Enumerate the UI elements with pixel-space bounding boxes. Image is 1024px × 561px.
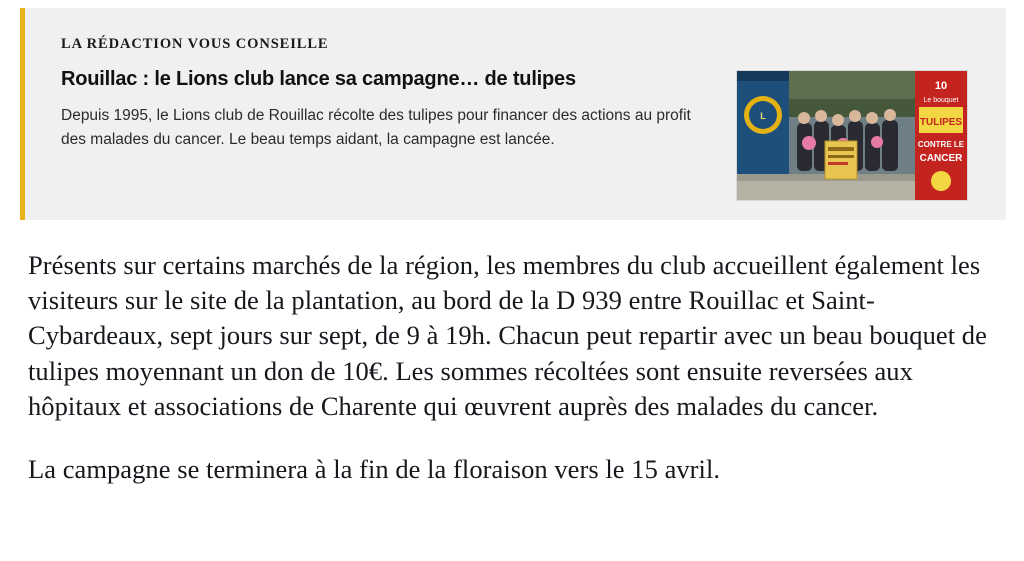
- thumbnail-photo-icon: [737, 71, 967, 200]
- article-paragraph: La campagne se terminera à la fin de la floraison vers le 15 avril.: [28, 454, 721, 485]
- svg-text:CONTRE LE: CONTRE LE: [917, 140, 965, 149]
- recommendation-kicker: LA RÉDACTION VOUS CONSEILLE: [61, 36, 329, 52]
- recommendation-title-link[interactable]: Rouillac : le Lions club lance sa campagne… de tulipes: [61, 68, 576, 90]
- svg-text:L: L: [760, 111, 766, 121]
- recommendation-thumbnail[interactable]: [736, 70, 968, 201]
- article-body: [28, 248, 996, 487]
- recommendation-description: Depuis 1995, le Lions club de Rouillac récolte des tulipes pour financer des actions au profit des malades du cancer. Le beau temps aidant, la campagne est lancée.: [61, 107, 691, 149]
- svg-text:TULIPES: TULIPES: [919, 117, 963, 128]
- svg-text:Le bouquet: Le bouquet: [923, 97, 959, 104]
- article-paragraph: Présents sur certains marchés de la région, les membres du club accueillent également les visiteurs sur le site de la plantation, au bord de la D 939 entre Rouillac et Saint-Cybardeaux, sept jours sur sept, de 9 à 19h. Chacun peut repartir avec un beau bouquet de tulipes moyennant un don de 10€. Les sommes récoltées sont ensuite reversées aux hôpitaux et associations de Charente qui œuvrent auprès des malades du cancer.: [28, 250, 987, 421]
- svg-text:CANCER: CANCER: [919, 153, 963, 164]
- svg-text:10: 10: [934, 80, 948, 92]
- recommendation-text-column: [25, 8, 715, 152]
- recommendation-box[interactable]: [20, 8, 1006, 220]
